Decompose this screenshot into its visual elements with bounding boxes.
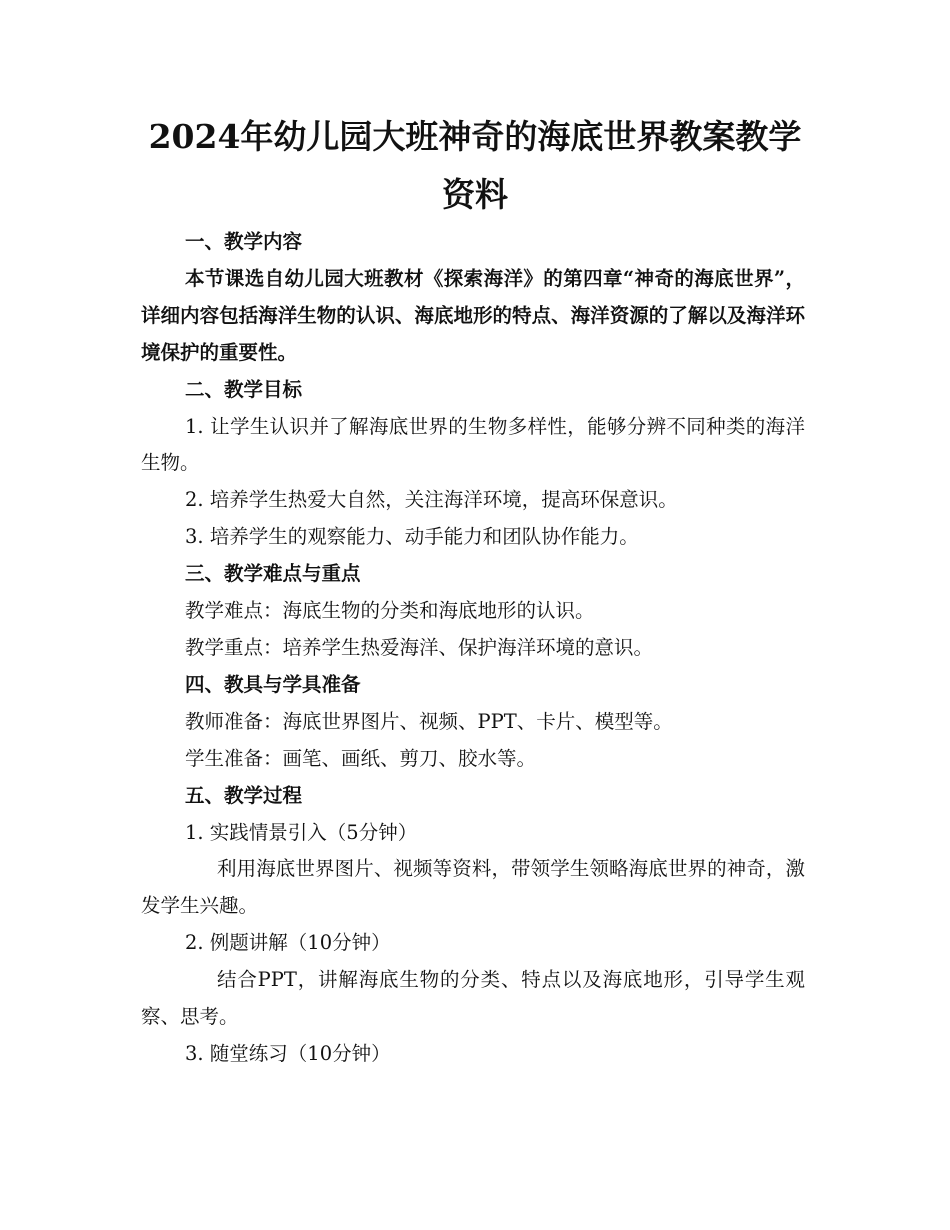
process-step-2-detail: 结合PPT，讲解海底生物的分类、特点以及海底地形，引导学生观察、思考。	[141, 968, 805, 1029]
section-heading-process: 五、教学过程	[185, 783, 303, 807]
process-step-3: 3. 随堂练习（10分钟）	[185, 1041, 391, 1065]
section-heading-goals: 二、教学目标	[185, 377, 303, 401]
difficulty-line: 教学难点：海底生物的分类和海底地形的认识。	[185, 599, 595, 623]
process-step-2: 2. 例题讲解（10分钟）	[185, 931, 391, 955]
process-step-1: 1. 实践情景引入（5分钟）	[185, 820, 418, 844]
goal-item-2: 2. 培养学生热爱大自然，关注海洋环境，提高环保意识。	[185, 488, 678, 512]
goal-item-1: 1. 让学生认识并了解海底世界的生物多样性，能够分辨不同种类的海洋生物。	[141, 414, 805, 475]
section-heading-content: 一、教学内容	[185, 230, 303, 253]
student-materials-line: 学生准备：画笔、画纸、剪刀、胶水等。	[185, 746, 537, 770]
document-title: 2024年幼儿园大班神奇的海底世界教案教学资料	[148, 117, 802, 214]
focus-line: 教学重点：培养学生热爱海洋、保护海洋环境的意识。	[185, 635, 654, 659]
section-heading-difficulties: 三、教学难点与重点	[185, 562, 361, 586]
process-step-1-detail: 利用海底世界图片、视频等资料，带领学生领略海底世界的神奇，激发学生兴趣。	[141, 857, 805, 918]
teacher-materials-line: 教师准备：海底世界图片、视频、PPT、卡片、模型等。	[185, 709, 673, 733]
goal-item-3: 3. 培养学生的观察能力、动手能力和团队协作能力。	[185, 525, 639, 549]
content-paragraph: 本节课选自幼儿园大班教材《探索海洋》的第四章“神奇的海底世界”，详细内容包括海洋生物的认识、海底地形的特点、海洋资源的了解以及海洋环境保护的重要性。	[141, 266, 805, 364]
document-body	[141, 224, 805, 1073]
section-heading-materials: 四、教具与学具准备	[185, 672, 361, 696]
